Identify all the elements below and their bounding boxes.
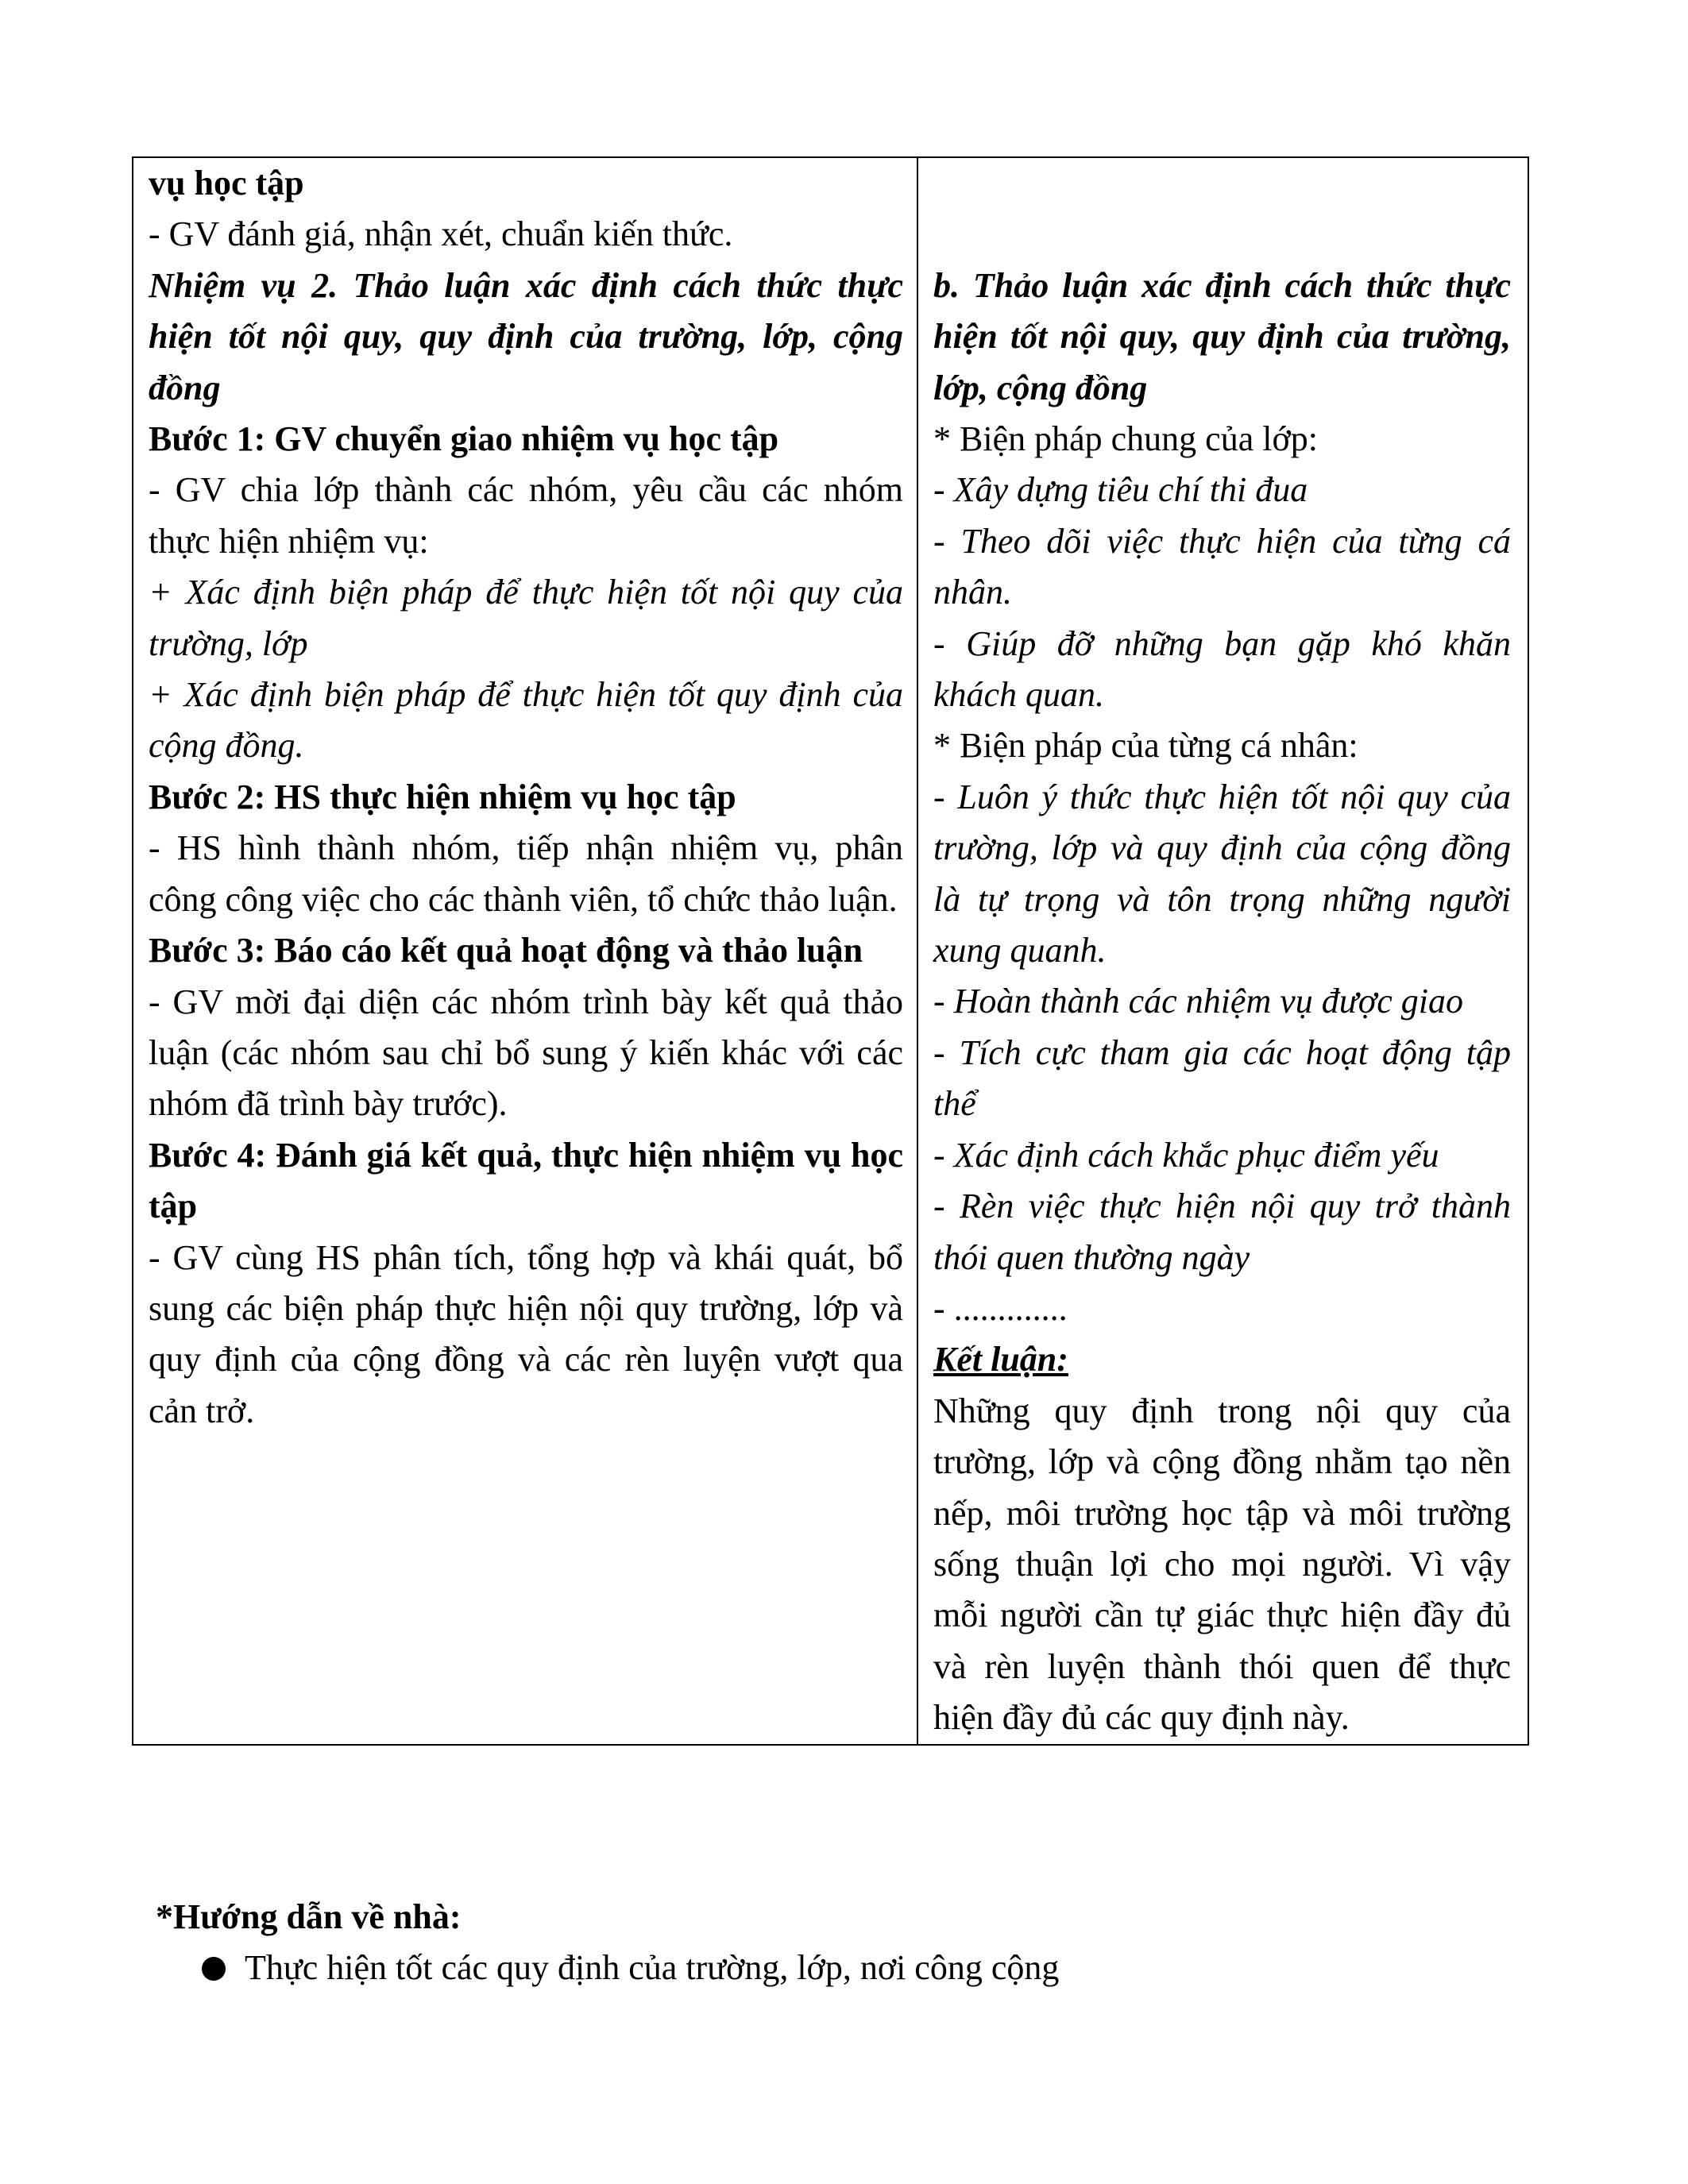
step-4-text: - GV cùng HS phân tích, tổng hợp và khái quát, bổ sung các biện pháp thực hiện nội quy trường, lớp và quy định của cộng đồng và các rèn luyện vượt qua cản trở. [149,1237,903,1430]
step-2-heading: Bước 2: HS thực hiện nhiệm vụ học tập [149,777,736,816]
task-2-heading: Nhiệm vụ 2. Thảo luận xác định cách thức thực hiện tốt nội quy, quy định của trường, lớp, cộng đồng [149,265,903,407]
list-item: - Luôn ý thức thực hiện tốt nội quy của trường, lớp và quy định của cộng đồng là tự trọng và tôn trọng những người xung quanh. [933,777,1511,970]
task-step-continuation: vụ học tập [149,164,304,203]
step-1-item-school: + Xác định biện pháp để thực hiện tốt nội quy của trường, lớp [149,573,903,663]
list-item: - Tích cực tham gia các hoạt động tập thể [933,1032,1511,1124]
homework-item-text: Thực hiện tốt các quy định của trường, lớp, nơi công cộng [245,1948,1060,1987]
blank-line [933,209,1511,260]
homework-item [202,1943,1059,1993]
step-4-heading: Bước 4: Đánh giá kết quả, thực hiện nhiệm vụ học tập [149,1135,903,1226]
list-item: - Xác định cách khắc phục điểm yếu [933,1135,1439,1175]
section-b-heading: b. Thảo luận xác định cách thức thực hiện tốt nội quy, quy định của trường, lớp, cộng đồng [933,265,1511,407]
list-item: - ............. [933,1288,1068,1328]
bullet-icon [202,1957,226,1981]
table-row [133,157,1528,1745]
list-item: - Hoàn thành các nhiệm vụ được giao [933,982,1464,1021]
step-1-heading: Bước 1: GV chuyển giao nhiệm vụ học tập [149,419,779,459]
step-1-item-community: + Xác định biện pháp để thực hiện tốt quy định của cộng đồng. [149,675,903,766]
list-item: - Rèn việc thực hiện nội quy trở thành thói quen thường ngày [933,1187,1511,1277]
class-measures-heading: * Biện pháp chung của lớp: [933,419,1318,458]
lesson-table [132,156,1529,1746]
conclusion-text: Những quy định trong nội quy của trường, lớp và cộng đồng nhằm tạo nền nếp, môi trường học tập và môi trường sống thuận lợi cho mọi người. Vì vậy mỗi người cần tự giác thực hiện đầy đủ và rèn luyện thành thói quen để thực hiện đầy đủ các quy định này. [933,1391,1511,1738]
step-1-text: - GV chia lớp thành các nhóm, yêu cầu các nhóm thực hiện nhiệm vụ: [149,470,903,561]
content-cell [917,157,1528,1745]
step-2-text: - HS hình thành nhóm, tiếp nhận nhiệm vụ, phân công công việc cho các thành viên, tổ chức thảo luận. [149,828,903,919]
step-3-heading: Bước 3: Báo cáo kết quả hoạt động và thảo luận [149,931,863,970]
conclusion-heading: Kết luận: [933,1340,1068,1379]
blank-line [933,158,1511,209]
list-item: - Theo dõi việc thực hiện của từng cá nhân. [933,521,1511,612]
teacher-activity-cell [133,157,917,1745]
list-item: - Giúp đỡ những bạn gặp khó khăn khách quan. [933,623,1511,715]
teacher-evaluation: - GV đánh giá, nhận xét, chuẩn kiến thức. [149,214,733,254]
list-item: - Xây dựng tiêu chí thi đua [933,470,1308,510]
homework-heading: *Hướng dẫn về nhà: [156,1897,462,1936]
step-3-text: - GV mời đại diện các nhóm trình bày kết quả thảo luận (các nhóm sau chỉ bổ sung ý kiến khác với các nhóm đã trình bày trước). [149,982,903,1124]
individual-measures-heading: * Biện pháp của từng cá nhân: [933,726,1358,766]
